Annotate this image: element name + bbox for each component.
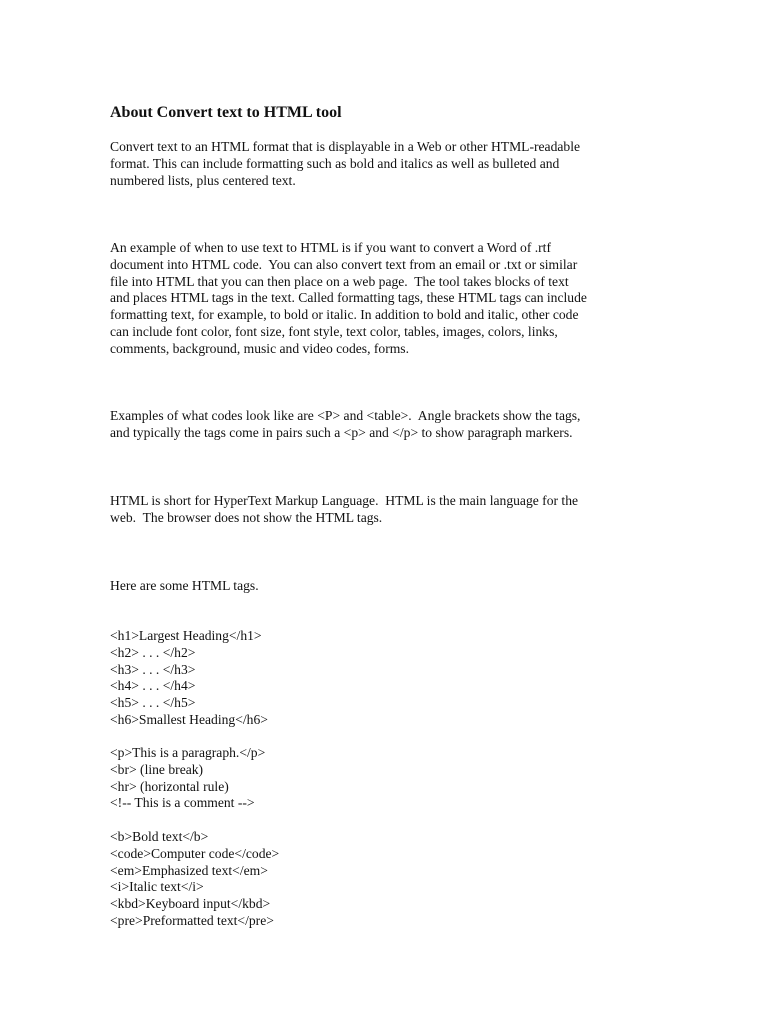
text-line: web. The browser does not show the HTML tags. — [110, 509, 383, 525]
tag-list-text-formatting — [110, 829, 670, 930]
text-line: and typically the tags come in pairs such a <p> and </p> to show paragraph markers. — [110, 424, 573, 440]
text-line: Here are some HTML tags. — [110, 578, 259, 593]
text-line: comments, background, music and video codes, forms. — [110, 340, 409, 356]
text-line: document into HTML code. You can also convert text from an email or .txt or similar — [110, 256, 578, 272]
tag-list-headings — [110, 628, 670, 729]
tag-line: <h1>Largest Heading</h1> — [110, 628, 262, 643]
text-line: numbered lists, plus centered text. — [110, 172, 296, 188]
tag-line: <!-- This is a comment --> — [110, 795, 255, 811]
tag-list-structure — [110, 745, 670, 812]
text-line: An example of when to use text to HTML is if you want to convert a Word of .rtf — [110, 240, 551, 255]
tag-line: <h3> . . . </h3> — [110, 661, 196, 677]
tag-line: <h5> . . . </h5> — [110, 695, 196, 711]
tag-line: <pre>Preformatted text</pre> — [110, 912, 274, 928]
paragraph-code-examples — [110, 408, 670, 442]
tag-line: <kbd>Keyboard input</kbd> — [110, 896, 271, 912]
text-line: HTML is short for HyperText Markup Language. HTML is the main language for the — [110, 493, 579, 508]
paragraph-example-usage — [110, 240, 670, 358]
tag-line: <code>Computer code</code> — [110, 845, 280, 861]
tag-line: <i>Italic text</i> — [110, 879, 204, 895]
tag-line: <br> (line break) — [110, 761, 204, 777]
paragraph-html-definition — [110, 493, 670, 527]
text-line: and places HTML tags in the text. Called formatting tags, these HTML tags can include — [110, 290, 587, 306]
tag-line: <h4> . . . </h4> — [110, 678, 196, 694]
tag-line: <p>This is a paragraph.</p> — [110, 745, 266, 760]
document-title: About Convert text to HTML tool — [110, 104, 342, 121]
tag-line: <h2> . . . </h2> — [110, 644, 196, 660]
text-line: formatting text, for example, to bold or italic. In addition to bold and italic, other code — [110, 307, 579, 323]
tag-line: <b>Bold text</b> — [110, 829, 209, 844]
paragraph-intro — [110, 139, 670, 189]
text-line: Convert text to an HTML format that is displayable in a Web or other HTML-readable — [110, 139, 581, 154]
tag-line: <hr> (horizontal rule) — [110, 778, 229, 794]
tag-line: <h6>Smallest Heading</h6> — [110, 711, 268, 727]
tag-line: <em>Emphasized text</em> — [110, 862, 268, 878]
paragraph-tags-intro — [110, 578, 670, 595]
text-line: can include font color, font size, font style, text color, tables, images, colors, links, — [110, 323, 558, 339]
text-line: format. This can include formatting such as bold and italics as well as bulleted and — [110, 155, 560, 171]
text-line: Examples of what codes look like are <P> and <table>. Angle brackets show the tags, — [110, 408, 581, 423]
text-line: file into HTML that you can then place on a web page. The tool takes blocks of text — [110, 273, 569, 289]
